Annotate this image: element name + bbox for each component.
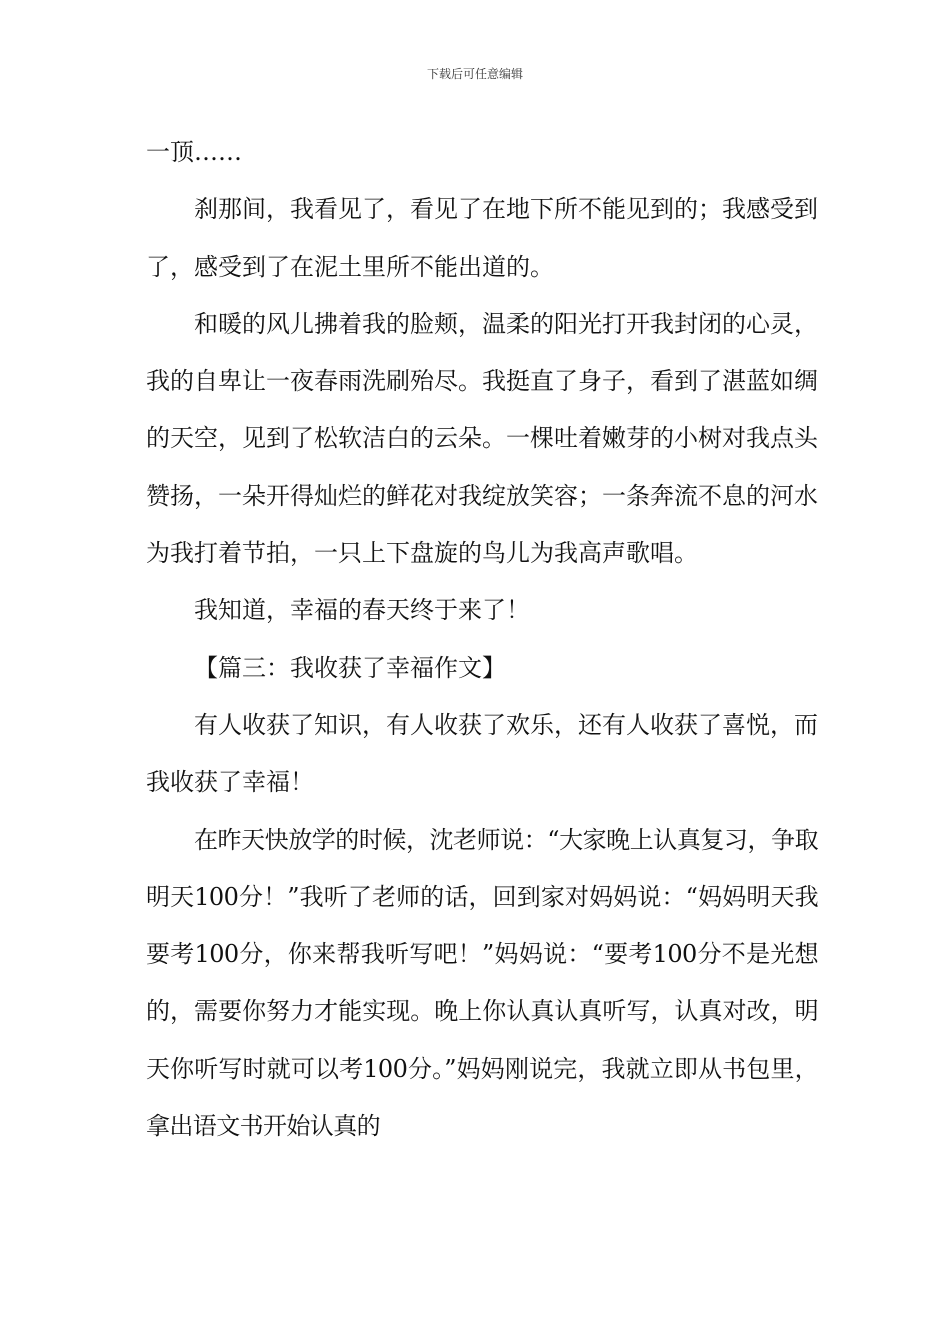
paragraph-2: 刹那间，我看见了，看见了在地下所不能见到的；我感受到了，感受到了在泥土里所不能出道的。: [146, 195, 818, 281]
paragraph-5: 有人收获了知识，有人收获了欢乐，还有人收获了喜悦，而我收获了幸福！: [146, 710, 818, 797]
section-heading: 【篇三：我收获了幸福作文】: [194, 653, 506, 682]
paragraph-6: 在昨天快放学的时候，沈老师说：“大家晚上认真复习，争取明天100分！”我听了老师的话，回到家对妈妈说：“妈妈明天我要考100分，你来帮我听写吧！”妈妈说：“要考100分不是光想的，需要你努力才能实现。晚上你认真认真听写，认真对改，明天你听写时就可以考100分。”妈妈刚说完，我就立即从书包里，拿出语文书开始认真的: [146, 825, 818, 1141]
document-body: [146, 124, 818, 1155]
paragraph-4: 我知道，幸福的春天终于来了！: [194, 596, 530, 625]
paragraph-1: 一顶……: [146, 138, 242, 166]
page-header: 下载后可任意编辑: [426, 67, 523, 81]
paragraph-3: 和暖的风儿拂着我的脸颊，温柔的阳光打开我封闭的心灵，我的自卑让一夜春雨洗刷殆尽。我挺直了身子，看到了湛蓝如绸的天空，见到了松软洁白的云朵。一棵吐着嫩芽的小树对我点头赞扬，一朵开得灿烂的鲜花对我绽放笑容；一条奔流不息的河水为我打着节拍，一只上下盘旋的鸟儿为我高声歌唱。: [146, 309, 818, 568]
